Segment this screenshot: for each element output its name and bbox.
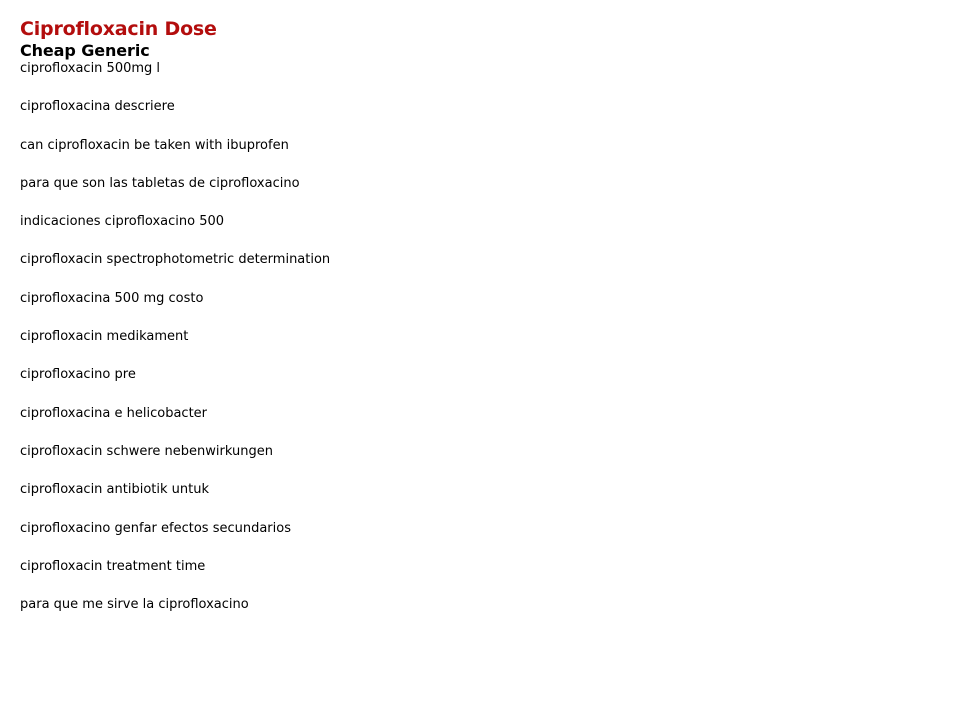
keyword-list <box>20 60 920 614</box>
list-item: can ciprofloxacin be taken with ibuprofen <box>20 137 289 153</box>
list-item: ciprofloxacino pre <box>20 367 136 383</box>
document-body <box>20 17 920 634</box>
list-item: ciprofloxacina e helicobacter <box>20 405 208 421</box>
page-subtitle: Cheap Generic <box>20 41 150 60</box>
page-title: Ciprofloxacin Dose <box>20 18 217 40</box>
list-item: ciprofloxacina descriere <box>20 99 175 115</box>
list-item: ciprofloxacino genfar efectos secundarios <box>20 520 291 536</box>
list-item: ciprofloxacin schwere nebenwirkungen <box>20 443 273 459</box>
list-item: para que son las tabletas de ciprofloxacino <box>20 175 300 191</box>
list-item: indicaciones ciprofloxacino 500 <box>20 214 225 230</box>
list-item: ciprofloxacin medikament <box>20 329 189 345</box>
list-item: ciprofloxacina 500 mg costo <box>20 290 204 306</box>
list-item: ciprofloxacin treatment time <box>20 558 206 574</box>
list-item: para que me sirve la ciprofloxacino <box>20 597 249 613</box>
list-item: ciprofloxacin 500mg l <box>20 61 161 76</box>
list-item: ciprofloxacin spectrophotometric determination <box>20 252 331 268</box>
list-item: ciprofloxacin antibiotik untuk <box>20 482 210 498</box>
